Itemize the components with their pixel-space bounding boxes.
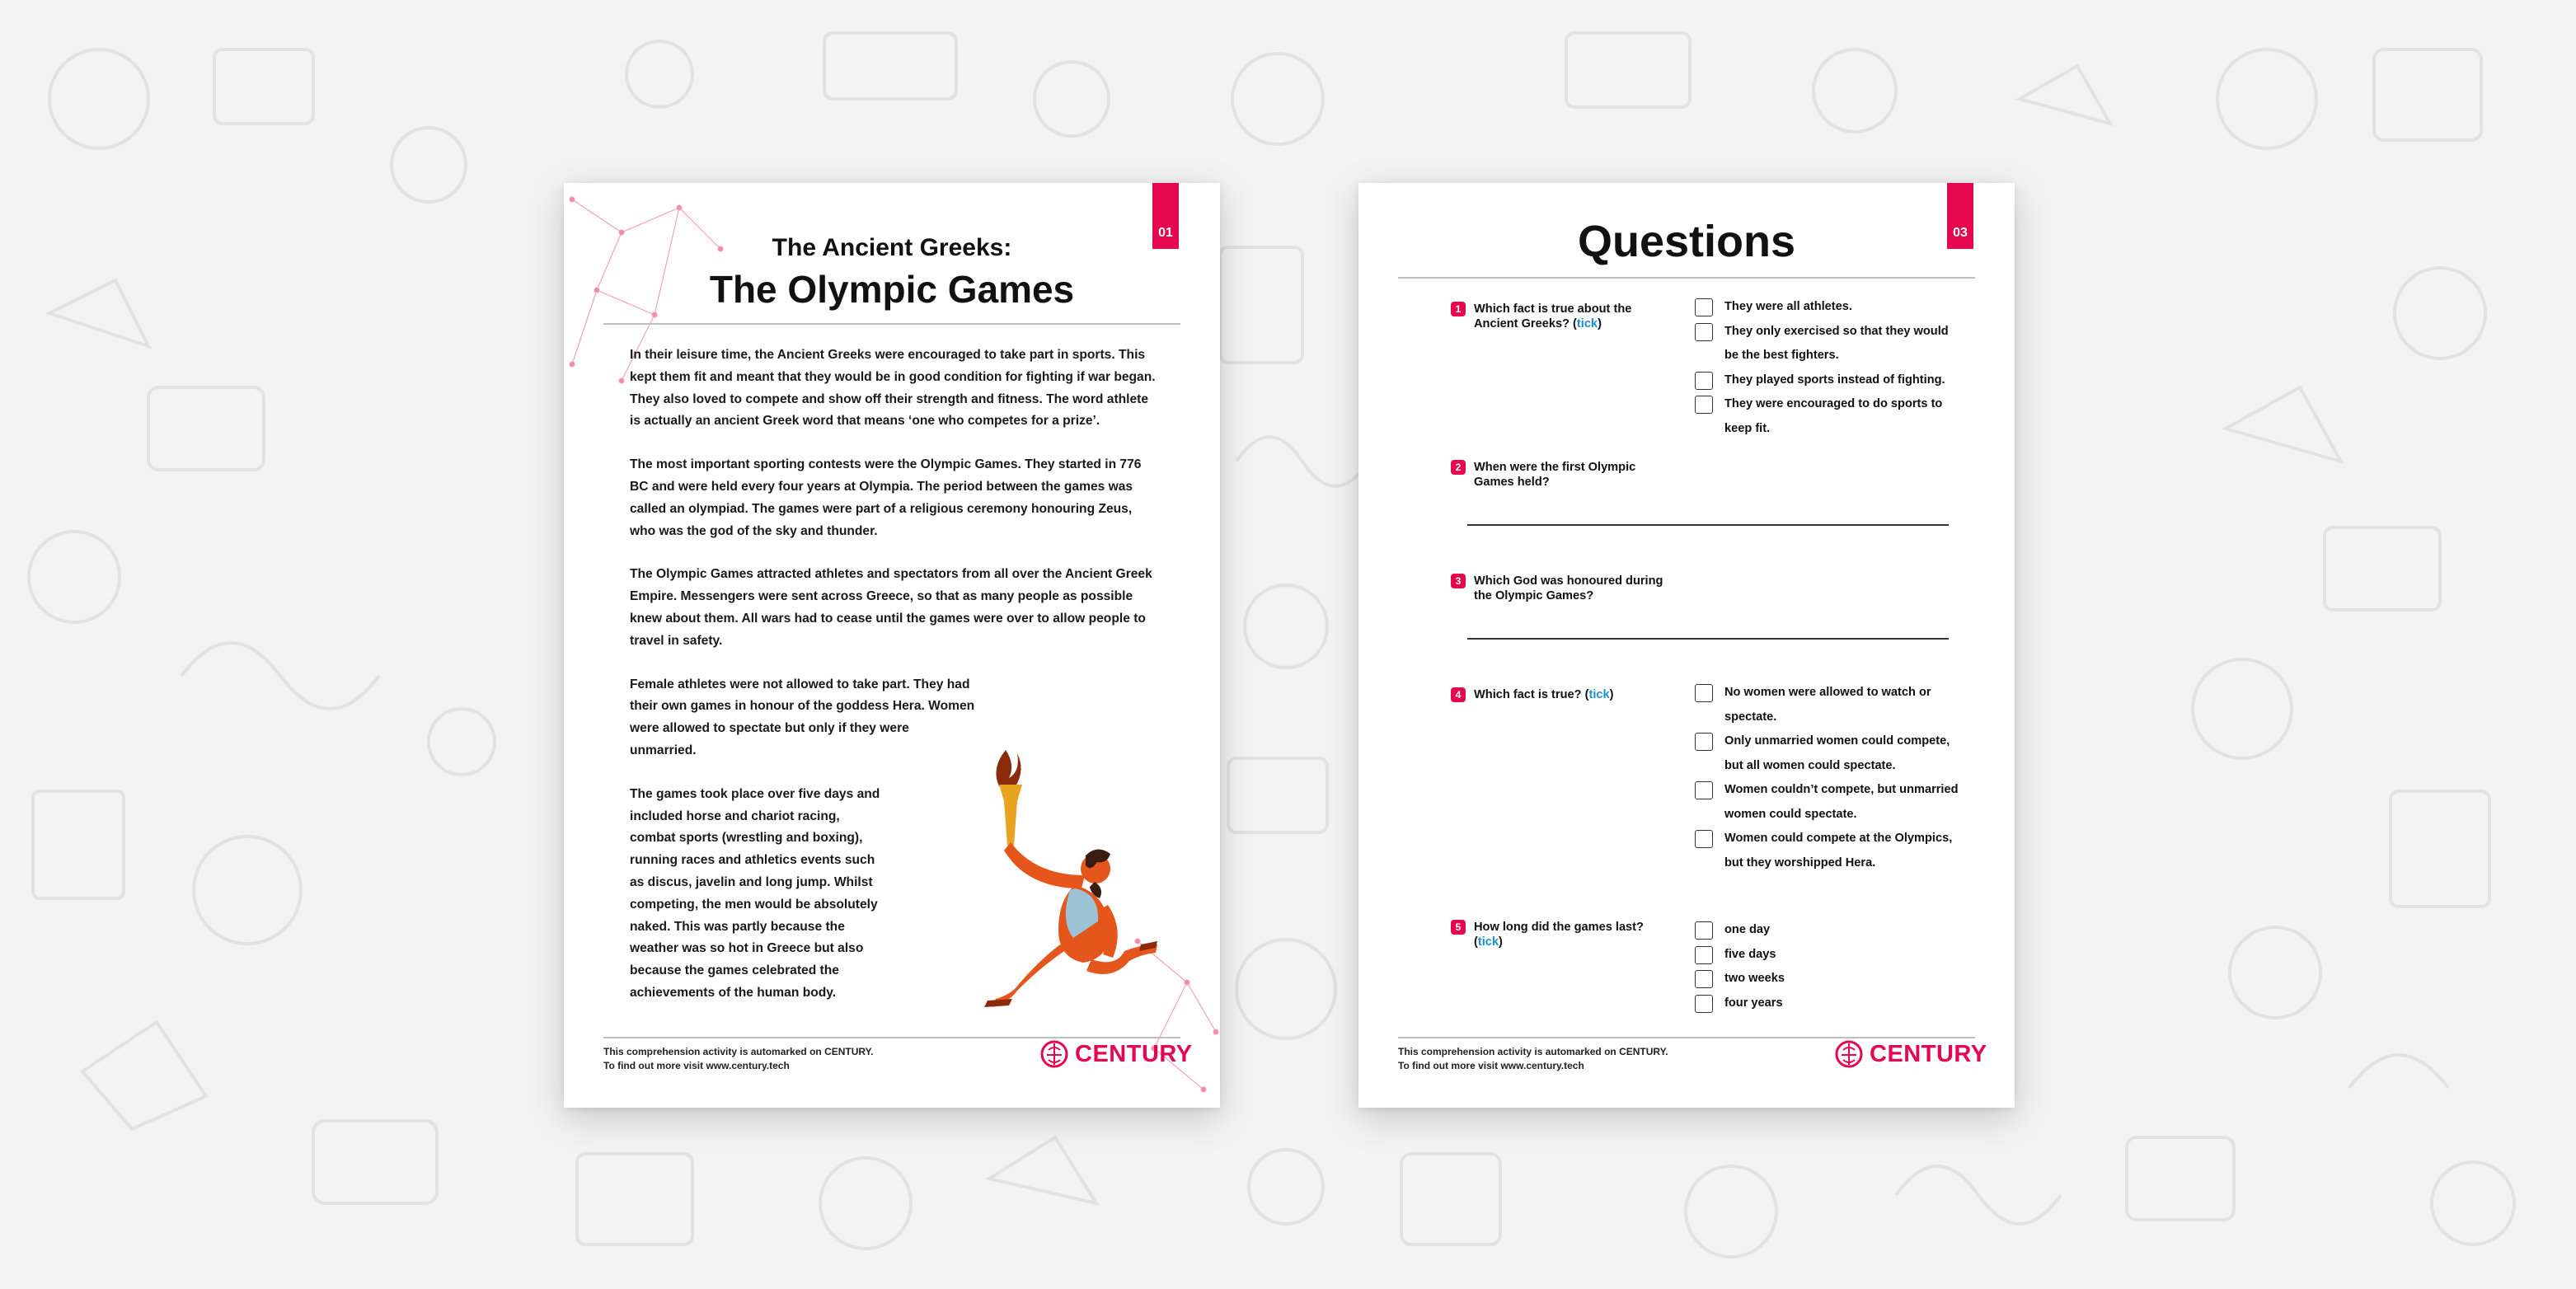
checkbox[interactable] (1695, 921, 1713, 940)
question-5-options (1695, 918, 1959, 1015)
answer-line[interactable] (1467, 638, 1949, 640)
page-number-tab: 03 (1947, 183, 1973, 249)
checkbox[interactable] (1695, 372, 1713, 390)
question-1-options (1695, 295, 1959, 441)
checkbox[interactable] (1695, 995, 1713, 1013)
question-4: 4 Which fact is true? (tick) (1451, 687, 1665, 702)
answer-option[interactable]: one day (1695, 918, 1959, 943)
century-logo: CENTURY (1835, 1040, 1987, 1068)
question-3: 3 Which God was honoured during the Olympic Games? (1451, 574, 1665, 603)
answer-option[interactable]: five days (1695, 943, 1959, 968)
answer-option[interactable]: Only unmarried women could compete, but all women could spectate. (1695, 729, 1959, 778)
footer-note: This comprehension activity is automarked on CENTURY. To find out more visit www.century.tech (1398, 1046, 1668, 1071)
footer-note: This comprehension activity is automarked on CENTURY. To find out more visit www.century.tech (603, 1046, 874, 1071)
answer-option[interactable]: Women could compete at the Olympics, but they worshipped Hera. (1695, 827, 1959, 875)
question-4-options (1695, 681, 1959, 875)
answer-option[interactable]: two weeks (1695, 967, 1959, 991)
footer-divider (1398, 1037, 1975, 1038)
worksheet-page-questions (1358, 183, 2015, 1108)
answer-option[interactable]: They only exercised so that they would be the best fighters. (1695, 320, 1959, 368)
answer-option[interactable]: They played sports instead of fighting. (1695, 368, 1959, 393)
questions-title: Questions (1577, 217, 1796, 266)
torch-runner-illustration (918, 743, 1166, 1024)
passage-paragraph: The Olympic Games attracted athletes and spectators from all over the Ancient Greek Empire. Messengers were sent across Greece, so that as many people as possible knew about them. All wars had to cease until the games were over to allow people to travel in safety. (630, 567, 1152, 648)
checkbox[interactable] (1695, 298, 1713, 316)
checkbox[interactable] (1695, 733, 1713, 751)
answer-line[interactable] (1467, 524, 1949, 526)
answer-option[interactable]: They were all athletes. (1695, 295, 1959, 320)
checkbox[interactable] (1695, 323, 1713, 341)
question-number-badge: 4 (1451, 687, 1466, 702)
worksheet-title: The Olympic Games (709, 268, 1075, 311)
passage-paragraph: The most important sporting contests were the Olympic Games. They started in 776 BC and were held every four years at Olympia. The period between the games was called an olympiad. The games were part of a religious ceremony honouring Zeus, who was the god of the sky and thunder. (630, 457, 1142, 538)
worksheet-subtitle: The Ancient Greeks: (772, 234, 1012, 261)
question-number-badge: 2 (1451, 460, 1466, 475)
title-divider (603, 323, 1180, 325)
answer-option[interactable]: No women were allowed to watch or spectate. (1695, 681, 1959, 729)
brain-icon (1040, 1040, 1068, 1068)
footer-divider (603, 1037, 1180, 1038)
question-number-badge: 1 (1451, 302, 1466, 316)
title-divider (1398, 277, 1975, 279)
answer-option[interactable]: Women couldn’t compete, but unmarried women could spectate. (1695, 778, 1959, 827)
answer-option[interactable]: four years (1695, 991, 1959, 1016)
checkbox[interactable] (1695, 946, 1713, 964)
passage-paragraph: The games took place over five days and included horse and chariot racing, combat sports (wrestling and boxing), running races and athletics events such as discus, javelin and long jump. Whilst competing, the men would be absolutely naked. This was partly because the weather was so hot in Greece but also because the games celebrated the achievements of the human body. (630, 786, 880, 1000)
checkbox[interactable] (1695, 830, 1713, 848)
passage-paragraph: Female athletes were not allowed to take part. They had their own games in honour of the goddess Hera. Women were allowed to spectate but only if they were unmarried. (630, 677, 975, 757)
question-number-badge: 3 (1451, 574, 1466, 588)
question-2: 2 When were the first Olympic Games held? (1451, 460, 1665, 490)
checkbox[interactable] (1695, 781, 1713, 799)
question-5: 5 How long did the games last? (tick) (1451, 920, 1665, 949)
question-1: 1 Which fact is true about the Ancient Greeks? (tick) (1451, 302, 1665, 331)
worksheet-page-passage (564, 183, 1220, 1108)
answer-option[interactable]: They were encouraged to do sports to keep fit. (1695, 392, 1959, 441)
page-number-tab: 01 (1152, 183, 1179, 249)
checkbox[interactable] (1695, 396, 1713, 414)
century-logo: CENTURY (1040, 1040, 1193, 1068)
brain-icon (1835, 1040, 1863, 1068)
checkbox[interactable] (1695, 970, 1713, 988)
passage-paragraph: In their leisure time, the Ancient Greeks were encouraged to take part in sports. This kept them fit and meant that they would be in good condition for fighting if war began. They also loved to compete and show off their strength and fitness. The word athlete is actually an ancient Greek word that means ‘one who competes for a prize’. (630, 348, 1156, 429)
checkbox[interactable] (1695, 684, 1713, 702)
question-number-badge: 5 (1451, 920, 1466, 935)
